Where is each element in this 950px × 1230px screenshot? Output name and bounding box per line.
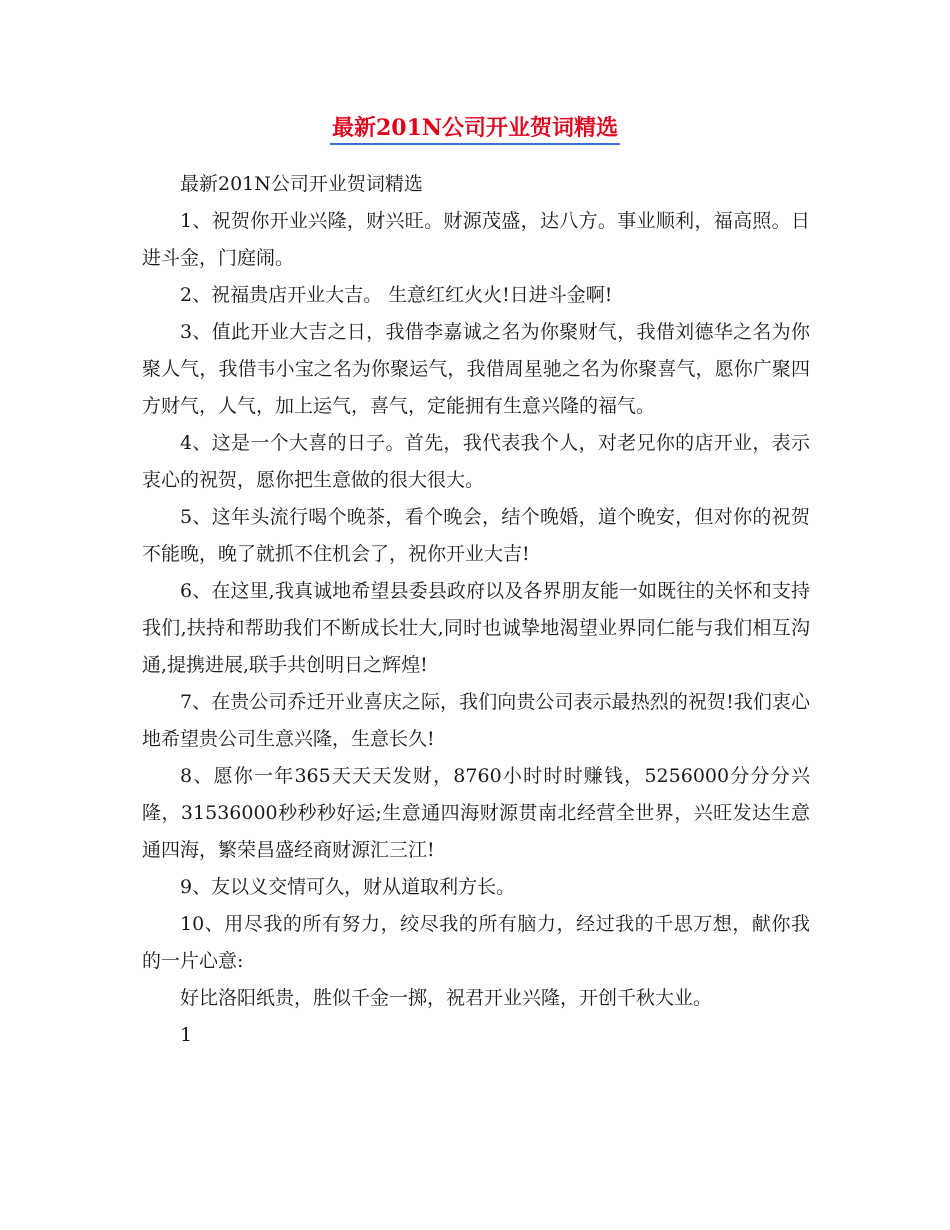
paragraph-1: 1、祝贺你开业兴隆，财兴旺。财源茂盛，达八方。事业顺利，福高照。日进斗金，门庭闹。 bbox=[142, 210, 810, 269]
paragraph-8: 8、愿你一年365天天天发财，8760小时时时赚钱，5256000分分分兴隆，31536000秒秒秒好运;生意通四海财源贯南北经营全世界，兴旺发达生意通四海，繁荣昌盛经商财源汇三江! bbox=[142, 765, 810, 861]
document-body bbox=[142, 166, 810, 1054]
paragraph-11: 好比洛阳纸贵，胜似千金一掷，祝君开业兴隆，开创千秋大业。 bbox=[180, 987, 713, 1009]
title-container bbox=[0, 113, 950, 145]
document-title: 最新201N公司开业贺词精选 bbox=[330, 113, 620, 145]
paragraph-5: 5、这年头流行喝个晚茶，看个晚会，结个晚婚，道个晚安，但对你的祝贺不能晚，晚了就抓不住机会了，祝你开业大吉! bbox=[142, 506, 810, 565]
paragraph-2: 2、祝福贵店开业大吉。 生意红红火火!日进斗金啊! bbox=[180, 284, 613, 306]
paragraph-6: 6、在这里,我真诚地希望县委县政府以及各界朋友能一如既往的关怀和支持我们,扶持和帮助我们不断成长壮大,同时也诚挚地渴望业界同仁能与我们相互沟通,提携进展,联手共创明日之辉煌! bbox=[142, 580, 810, 676]
page-number: 1 bbox=[180, 1024, 193, 1046]
paragraph-7: 7、在贵公司乔迁开业喜庆之际，我们向贵公司表示最热烈的祝贺!我们衷心地希望贵公司生意兴隆，生意长久! bbox=[142, 691, 810, 750]
paragraph-10: 10、用尽我的所有努力，绞尽我的所有脑力，经过我的千思万想，献你我的一片心意: bbox=[142, 913, 810, 972]
paragraph-9: 9、友以义交情可久，财从道取利方长。 bbox=[180, 876, 516, 898]
paragraph-4: 4、这是一个大喜的日子。首先，我代表我个人，对老兄你的店开业，表示衷心的祝贺，愿你把生意做的很大很大。 bbox=[142, 432, 810, 491]
document-subtitle: 最新201N公司开业贺词精选 bbox=[180, 173, 423, 195]
paragraph-3: 3、值此开业大吉之日，我借李嘉诚之名为你聚财气，我借刘德华之名为你聚人气，我借韦小宝之名为你聚运气，我借周星驰之名为你聚喜气，愿你广聚四方财气，人气，加上运气，喜气，定能拥有生意兴隆的福气。 bbox=[142, 321, 810, 417]
